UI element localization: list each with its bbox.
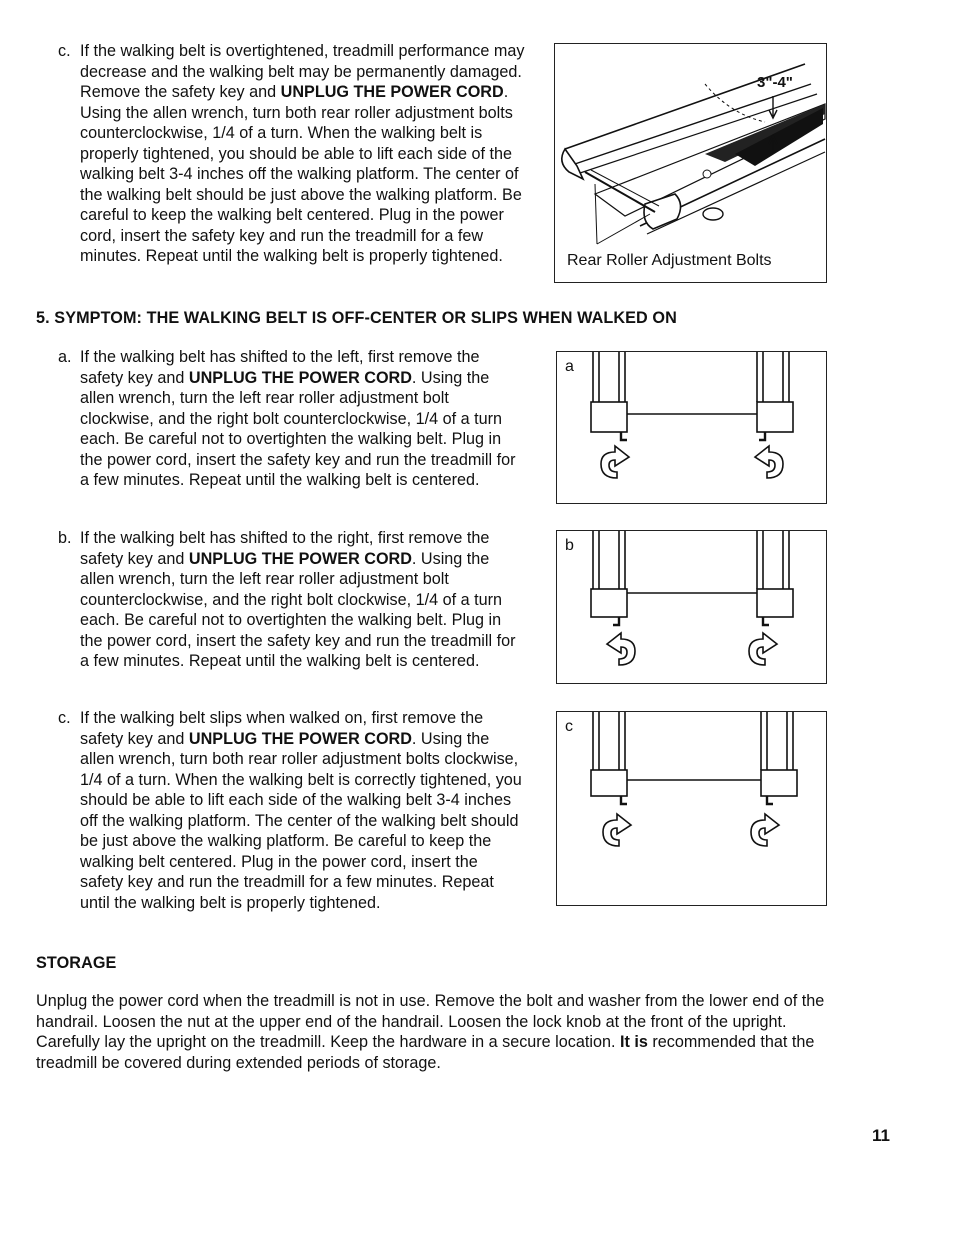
- step-text: If the walking belt slips when walked on, first remove the safety key and UNPLUG THE POWER CORD. Using the allen wrench, turn both rear roller adjustment bolts clockwise, 1/4 of a turn. When the walking belt is correctly tightened, you should be able to lift each side of the walking belt 3-4 inches off the walking platform. The center of the walking belt should be just above the walking platform. Be careful to keep the walking belt centered. Plug in the power cord, insert the safety key and run the treadmill for a few minutes. Repeat until the walking belt is properly tightened.: [80, 709, 522, 912]
- figure-letter: a: [565, 358, 574, 375]
- step-b: [58, 528, 525, 672]
- roller-bolts-diagram: [557, 352, 828, 505]
- dimension-label: 3"-4": [757, 74, 793, 91]
- step-a: [58, 347, 520, 491]
- step-text: If the walking belt has shifted to the left, first remove the safety key and UNPLUG THE POWER CORD. Using the allen wrench, turn the left rear roller adjustment bolt clockwise, and the right bolt counterclockwise, 1/4 of a turn each. Be careful not to overtighten the walking belt. Plug in the power cord, insert the safety key and run the treadmill for a few minutes. Repeat until the walking belt is centered.: [80, 348, 516, 489]
- roller-bolts-diagram: [557, 531, 828, 685]
- storage-heading: STORAGE: [36, 954, 117, 972]
- step-label: a.: [58, 348, 72, 366]
- step-text: If the walking belt has shifted to the right, first remove the safety key and UNPLUG THE POWER CORD. Using the allen wrench, turn the left rear roller adjustment bolt counterclockwise, and the right bolt clockwise, 1/4 of a turn each. Be careful not to overtighten the walking belt. Plug in the power cord, insert the safety key and run the treadmill for a few minutes. Repeat until the walking belt is centered.: [80, 529, 516, 670]
- step-label: c.: [58, 42, 71, 60]
- figure-letter: c: [565, 718, 573, 735]
- figure-letter: b: [565, 537, 574, 554]
- page-number: 11: [872, 1126, 890, 1145]
- step-c-overtightened: [58, 41, 525, 267]
- figure-a: [556, 351, 827, 504]
- step-label: b.: [58, 529, 72, 547]
- figure-b: [556, 530, 827, 684]
- symptom-heading: 5. SYMPTOM: THE WALKING BELT IS OFF-CENTER OR SLIPS WHEN WALKED ON: [36, 309, 677, 327]
- figure-caption: Rear Roller Adjustment Bolts: [567, 252, 772, 269]
- storage-text: Unplug the power cord when the treadmill is not in use. Remove the bolt and washer from the lower end of the handrail. Loosen the nut at the upper end of the handrail. Loosen the lock knob at the front of the upright. Carefully lay the upright on the treadmill. Keep the hardware in a secure location. It is recommended that the treadmill be covered during extended periods of storage.: [36, 992, 825, 1072]
- step-c-slips: [58, 708, 525, 913]
- step-label: c.: [58, 709, 71, 727]
- step-text: If the walking belt is overtightened, treadmill performance may decrease and the walking belt may be permanently damaged. Remove the safety key and UNPLUG THE POWER CORD. Using the allen wrench, turn both rear roller adjustment bolts counterclockwise, 1/4 of a turn. When the walking belt is properly tightened, you should be able to lift each side of the walking belt 3-4 inches off the walking platform. The center of the walking belt should be just above the walking platform. Be careful to keep the walking belt centered. Plug in the power cord, insert the safety key and run the treadmill for a few minutes. Repeat until the walking belt is properly tightened.: [80, 42, 525, 265]
- rear-roller-figure: [554, 43, 827, 283]
- roller-bolts-diagram: [557, 712, 828, 907]
- figure-c: [556, 711, 827, 906]
